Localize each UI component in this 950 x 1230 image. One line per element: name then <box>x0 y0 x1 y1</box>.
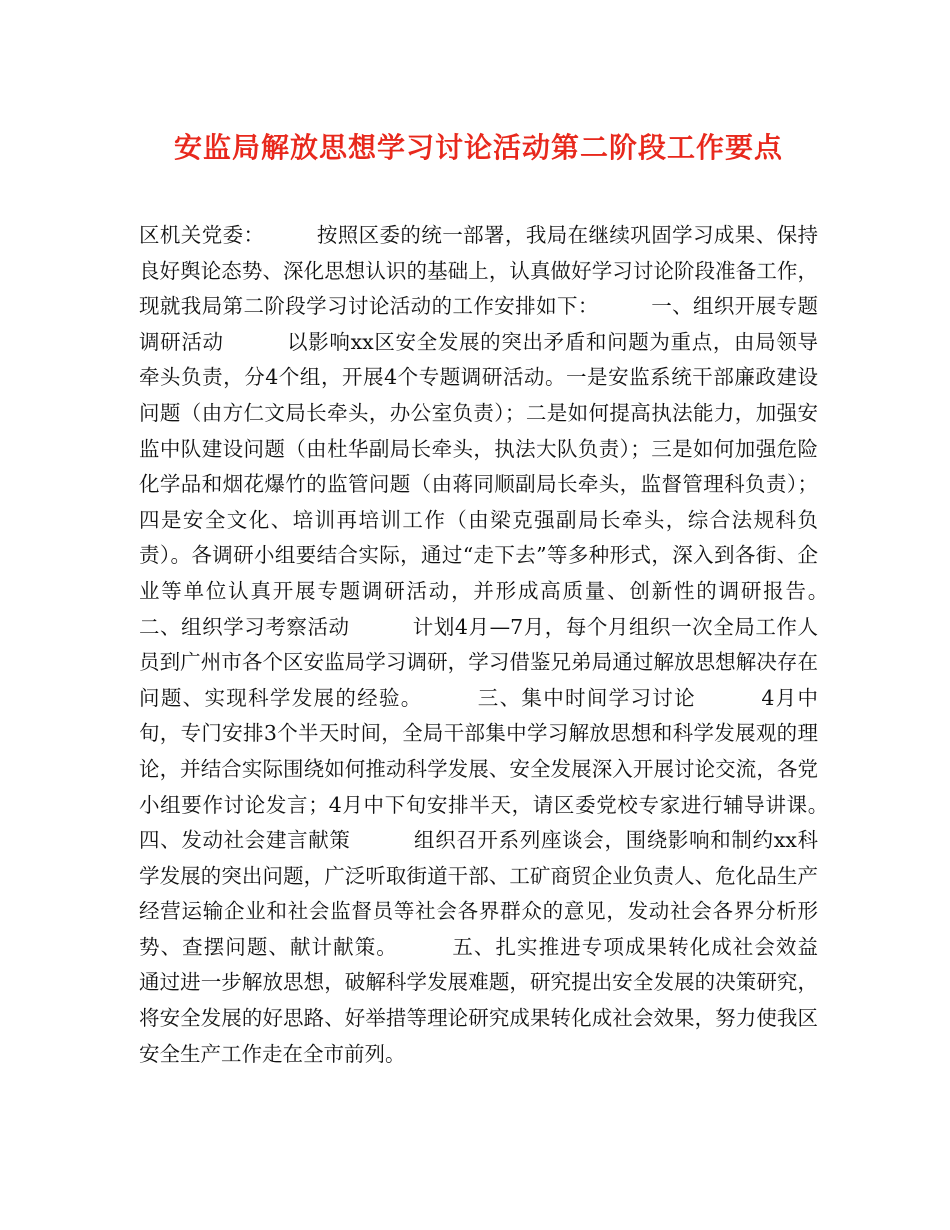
document-title: 安监局解放思想学习讨论活动第二阶段工作要点 <box>173 131 783 164</box>
document-body: 区机关党委： 按照区委的统一部署，我局在继续巩固学习成果、保持良好舆论态势、深化思想认识的基础上，认真做好学习讨论阶段准备工作，现就我局第二阶段学习讨论活动的工作安排如下： 一、组织开展专题调研活动 以影响xx区安全发展的突出矛盾和问题为重点，由局领导牵头负责，分4个组，开展4个专题调研活动。一是安监系统干部廉政建设问题（由方仁文局长牵头，办公室负责）；二是如何提高执法能力，加强安监中队建设问题（由杜华副局长牵头，执法大队负责）；三是如何加强危险化学品和烟花爆竹的监管问题（由蒋同顺副局长牵头，监督管理科负责）；四是安全文化、培训再培训工作（由梁克强副局长牵头，综合法规科负责）。各调研小组要结合实际，通过“走下去”等多种形式，深入到各街、企业等单位认真开展专题调研活动，并形成高质量、创新性的调研报告。 二、组织学习考察活动 计划4月—7月，每个月组织一次全局工作人员到广州市各个区安监局学习调研，学习借鉴兄弟局通过解放思想解决存在问题、实现科学发展的经验。 三、集中时间学习讨论 4月中旬，专门安排3个半天时间，全局干部集中学习解放思想和科学发展观的理论，并结合实际围绕如何推动科学发展、安全发展深入开展讨论交流，各党小组要作讨论发言；4月中下旬安排半天，请区委党校专家进行辅导讲课。 四、发动社会建言献策 组织召开系列座谈会，围绕影响和制约xx科学发展的突出问题，广泛听取街道干部、工矿商贸企业负责人、危化品生产经营运输企业和社会监督员等社会各界群众的意见，发动社会各界分析形势、查摆问题、献计献策。 五、扎实推进专项成果转化成社会效益 通过进一步解放思想，破解科学发展难题，研究提出安全发展的决策研究，将安全发展的好思路、好举措等理论研究成果转化成社会效果，努力使我区安全生产工作走在全市前列。 <box>139 223 880 1066</box>
